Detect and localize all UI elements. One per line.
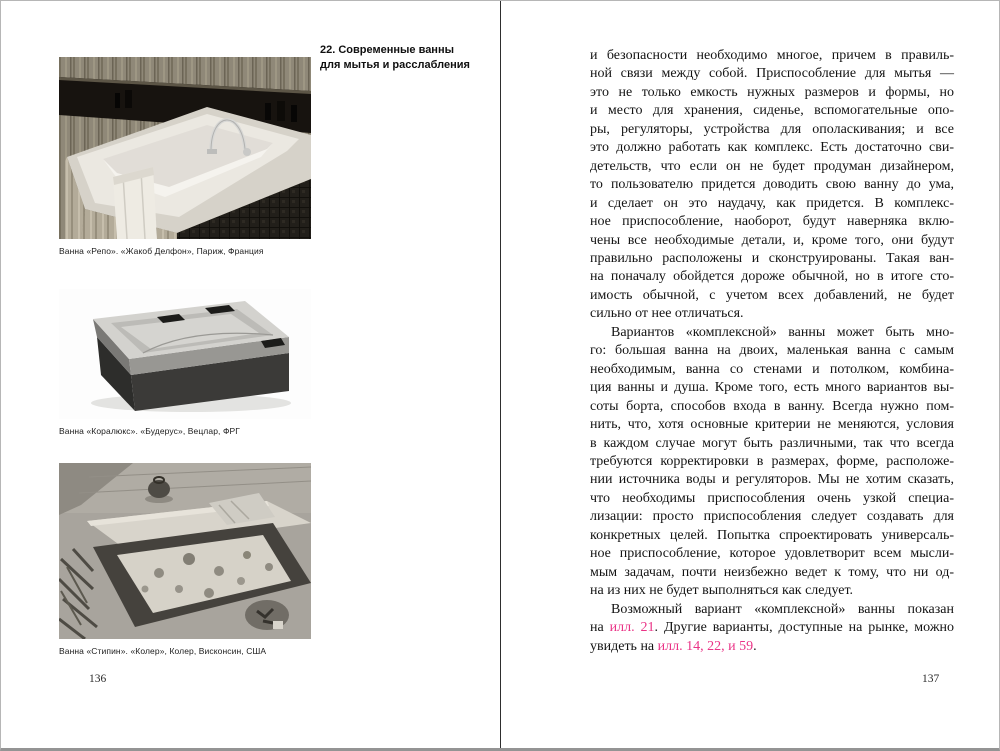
text-run: что необходимы приспособления очень узкой специа- (590, 490, 954, 506)
bathtub-steeping-photo (59, 463, 311, 639)
page-number-right: 137 (922, 673, 940, 685)
text-line (590, 545, 954, 563)
figure-repo (59, 57, 311, 256)
text-line (590, 416, 954, 434)
text-line (590, 139, 954, 157)
text-run: Возможный вариант «комплексной» ванны показан (611, 601, 954, 617)
figure-caption: Ванна «Репо». «Жакоб Делфон», Париж, Франция (59, 246, 264, 256)
text-run: ное приспособление, наоборот, будут наверняка вклю- (590, 214, 954, 230)
text-run: лизации: просто приспособления следует создавать для (590, 509, 954, 525)
text-line (590, 65, 954, 83)
text-line (590, 638, 954, 656)
text-run: и сделает он это наудачу, как придется. В комплекс- (590, 195, 954, 211)
text-run: увидеть на (590, 638, 658, 654)
body-text (590, 47, 954, 656)
bathtub-koralux-photo (59, 289, 311, 419)
text-run: необходимым, ванна со стенами и потолком, комбина- (590, 361, 954, 377)
text-run: на (590, 620, 610, 636)
towel (113, 167, 157, 239)
text-run: это не только емкость нужных размеров и формы, но (590, 84, 954, 100)
text-line (590, 324, 954, 342)
text-line (590, 490, 954, 508)
figure-group-heading (320, 43, 470, 72)
text-line (590, 232, 954, 250)
text-run: мым задачам, почти неизбежно ведет к тому, что ни од- (590, 564, 954, 580)
text-run: Вариантов «комплексной» ванны может быть мно- (611, 324, 954, 340)
text-line (590, 601, 954, 619)
deck-object (245, 600, 289, 630)
text-line (590, 453, 954, 471)
heading-line-1: 22. Современные ванны (320, 44, 454, 56)
text-line (590, 435, 954, 453)
text-run: и безопасности необходимо многое, причем в правиль- (590, 48, 954, 63)
text-line (590, 250, 954, 268)
text-run: на поначалу обойдется дороже обычной, но в итоге сто- (590, 269, 954, 285)
text-run: . (753, 638, 757, 654)
text-run: конкретных целей. Попытка спроектировать универсаль- (590, 527, 954, 543)
text-line (590, 361, 954, 379)
heading-line-2: для мытья и расслабления (320, 58, 470, 71)
text-run: это должно работать как комплекс. Есть достаточно сви- (590, 140, 954, 156)
bathtub-body (93, 301, 289, 411)
text-run: го: большая ванна на двоих, маленькая ванна с самым (590, 343, 954, 359)
text-run: правильно расположены и сконструированы. Такая ван- (590, 250, 954, 266)
page-number-left: 136 (89, 673, 107, 685)
text-run: сильно от нее отличаться. (590, 306, 744, 322)
text-line (590, 471, 954, 489)
text-run: в каждом случае могут быть различными, так что всегда (590, 435, 954, 451)
illustration-link[interactable]: илл. 21 (609, 620, 655, 636)
text-line (590, 564, 954, 582)
text-run: и место для хранения, сиденье, вспомогательные опо- (590, 103, 954, 119)
text-run: . Другие варианты, доступные на рынке, можно (654, 620, 954, 636)
text-line (590, 84, 954, 102)
text-run: ной связи между собой. Приспособление для мытья — (590, 66, 954, 82)
text-run: чены все необходимые детали, и, кроме того, они будут (590, 232, 954, 248)
text-line (590, 582, 954, 600)
text-line (590, 268, 954, 286)
text-line (590, 47, 954, 65)
text-run: то пользователю придется доводить свою ванну до ума, (590, 177, 954, 193)
text-line (590, 102, 954, 120)
text-run: имость обычной, с учетом всех добавлений, не будет (590, 287, 954, 303)
text-run: ное приспособление, которое удовлетворит всем мысли- (590, 546, 954, 562)
figure-steeping (59, 463, 311, 656)
bathtub-repo-photo (59, 57, 311, 239)
text-run: на из них не будет выполняться как следует. (590, 583, 854, 599)
text-run: детельств, что если он не будет продуман дизайнером, (590, 158, 954, 174)
text-run: нить, что, хотя основные критерии не меняются, условия (590, 417, 954, 433)
text-run: соты борта, способов входа в ванну. Всегда нужно пом- (590, 398, 954, 414)
text-line (590, 287, 954, 305)
text-line (590, 195, 954, 213)
text-line (590, 213, 954, 231)
text-line (590, 398, 954, 416)
text-run: ция ванны и душа. Кроме того, есть много вариантов вы- (590, 380, 954, 396)
page-divider (500, 1, 501, 748)
figure-caption: Ванна «Коралюкс». «Будерус», Вецлар, ФРГ (59, 426, 240, 436)
figure-caption: Ванна «Стипин». «Колер», Колер, Висконсин, США (59, 646, 267, 656)
text-line (590, 342, 954, 360)
text-line (590, 305, 954, 323)
illustration-link[interactable]: илл. 14, 22, и 59 (657, 638, 754, 654)
text-line (590, 176, 954, 194)
text-run: нии источника воды и регуляторов. Мы не хотим сказать, (590, 472, 954, 488)
figure-koralux (59, 289, 311, 436)
text-line (590, 158, 954, 176)
text-line (590, 619, 954, 637)
text-line (590, 527, 954, 545)
text-line (590, 379, 954, 397)
text-line (590, 121, 954, 139)
text-line (590, 508, 954, 526)
text-run: ры, регуляторы, устройства для ополаскивания; и все (590, 121, 954, 137)
text-run: требуются корректировки в размерах, форме, расположе- (590, 453, 954, 469)
